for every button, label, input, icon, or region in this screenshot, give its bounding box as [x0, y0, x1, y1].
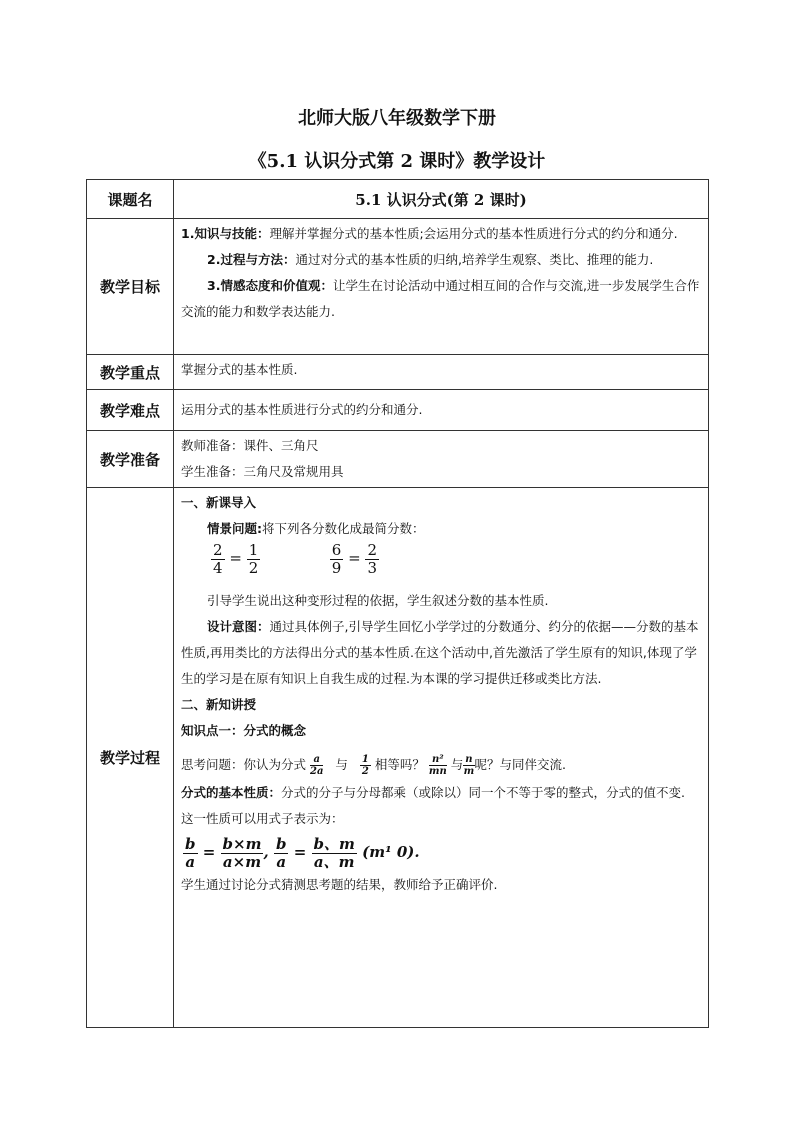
formula-b-over-a: $\frac{b}{a}$: [185, 835, 196, 871]
goal-1-text: 理解并掌握分式的基本性质;会运用分式的基本性质进行分式的约分和通分.: [269, 226, 678, 241]
goal-1: [181, 221, 702, 247]
expression-intro: 这一性质可以用式子表示为：: [181, 811, 344, 826]
prep-cell: [174, 431, 709, 488]
property-text: 分式的分子与分母都乘（或除以）同一个不等于零的整式，分式的值不变.: [281, 785, 685, 800]
formula-bdm-over-adm: $\frac{b、m}{a、m}$: [313, 835, 355, 871]
difficulty-label: 教学难点: [87, 390, 174, 431]
scene-question: [181, 516, 702, 542]
design-label: 设计意图：: [207, 619, 270, 634]
formula-b-over-a-2: $\frac{b}{a}$: [275, 835, 287, 871]
prep-student: 学生准备：三角尺及常规用具: [181, 464, 344, 479]
goal-1-title: 1.知识与技能：: [181, 226, 270, 241]
row-topic: [87, 180, 709, 219]
guide-text: 引导学生说出这种变形过程的依据，学生叙述分数的基本性质.: [207, 593, 549, 608]
row-goals: [87, 219, 709, 355]
design-text: 通过具体例子,引导学生回忆小学学过的分数通分、约分的依据——分数的基本性质,再用类比的方法得出分式的基本性质.在这个活动中,首先激活了学生原有的知识,体现了学生的学习是在原有知识上自我生成的过程.为本课的学习提供迁移或类比方法.: [181, 619, 699, 686]
goals-label: 教学目标: [87, 219, 174, 355]
think-question: 思考问题：你认为分式 $\frac{a}{2a}$ 与 $\frac{1}{2}$ 相等吗？ $\frac{\text{n²}}{mn}$ 与 $\frac{n}{m}$ 呢？与同伴交流.: [181, 754, 566, 777]
goal-2-title: 2.过程与方法：: [207, 252, 296, 267]
fraction-n2-mn: $\frac{\text{n²}}{mn}$: [428, 754, 447, 777]
fraction-a-2a: $\frac{a}{2a}$: [310, 754, 324, 777]
row-process: [87, 488, 709, 1028]
difficulty-text: 运用分式的基本性质进行分式的约分和通分.: [174, 390, 709, 431]
process-label: 教学过程: [87, 488, 174, 1028]
goal-3-text: 让学生在讨论活动中通过相互间的合作与交流,进一步发展学生合作交流的能力和数学表达能力.: [181, 278, 700, 319]
equals-sign-2: =: [348, 549, 361, 567]
key-text: 掌握分式的基本性质.: [174, 355, 709, 390]
property-label: 分式的基本性质：: [181, 785, 282, 800]
key-label: 教学重点: [87, 355, 174, 390]
goal-2-text: 通过对分式的基本性质的归纳,培养学生观察、类比、推理的能力.: [295, 252, 654, 267]
formula-bm-over-am: $\frac{b\times m}{a\times m}$: [222, 835, 262, 871]
fraction-1-2-small: $\frac{1}{2}$: [361, 754, 369, 777]
section-2-title: 二、新知讲授: [181, 697, 257, 712]
row-key: [87, 355, 709, 390]
fraction-2-4: $\frac{2}{4}$: [213, 541, 223, 577]
goals-cell: [174, 219, 709, 355]
basic-property: [181, 780, 702, 806]
closing-text: 学生通过讨论分式猜测思考题的结果，教师给予正确评价.: [181, 877, 498, 892]
topic-value: 5.1 认识分式(第 2 课时): [174, 180, 709, 219]
lesson-plan-table: [86, 179, 709, 1028]
formula-condition: (m¹ 0).: [362, 843, 420, 861]
equals-sign: =: [229, 549, 242, 567]
row-prep: [87, 431, 709, 488]
fraction-1-2: $\frac{1}{2}$: [248, 541, 259, 577]
prep-label: 教学准备: [87, 431, 174, 488]
scene-text: 将下列各分数化成最简分数：: [262, 521, 425, 536]
goal-2: [181, 247, 702, 273]
fraction-examples: [211, 542, 702, 588]
goal-3: [181, 273, 702, 325]
topic-label: 课题名: [87, 180, 174, 219]
doc-title-line1: 北师大版八年级数学下册: [298, 108, 496, 129]
design-intent: [181, 614, 702, 692]
scene-label: 情景问题:: [207, 521, 262, 536]
row-difficulty: [87, 390, 709, 431]
process-cell: [174, 488, 709, 1028]
doc-title-line2: 《5.1 认识分式第 2 课时》教学设计: [248, 151, 546, 172]
knowledge-1-title: 知识点一：分式的概念: [181, 723, 307, 738]
section-1-title: 一、新课导入: [181, 495, 257, 510]
fraction-2-3: $\frac{2}{3}$: [367, 541, 378, 577]
goal-3-title: 3.情感态度和价值观：: [207, 278, 333, 293]
prep-teacher: 教师准备：课件、三角尺: [181, 438, 319, 453]
property-formula: $\frac{b}{a}$ = $\frac{b\times m}{a\times m}$ , $\frac{b}{a}$ = $\frac{b、m}{a、m}$ (m¹ 0).: [185, 835, 420, 871]
fraction-n-m: $\frac{n}{m}$: [463, 754, 475, 777]
fraction-6-9: $\frac{6}{9}$: [331, 541, 342, 577]
